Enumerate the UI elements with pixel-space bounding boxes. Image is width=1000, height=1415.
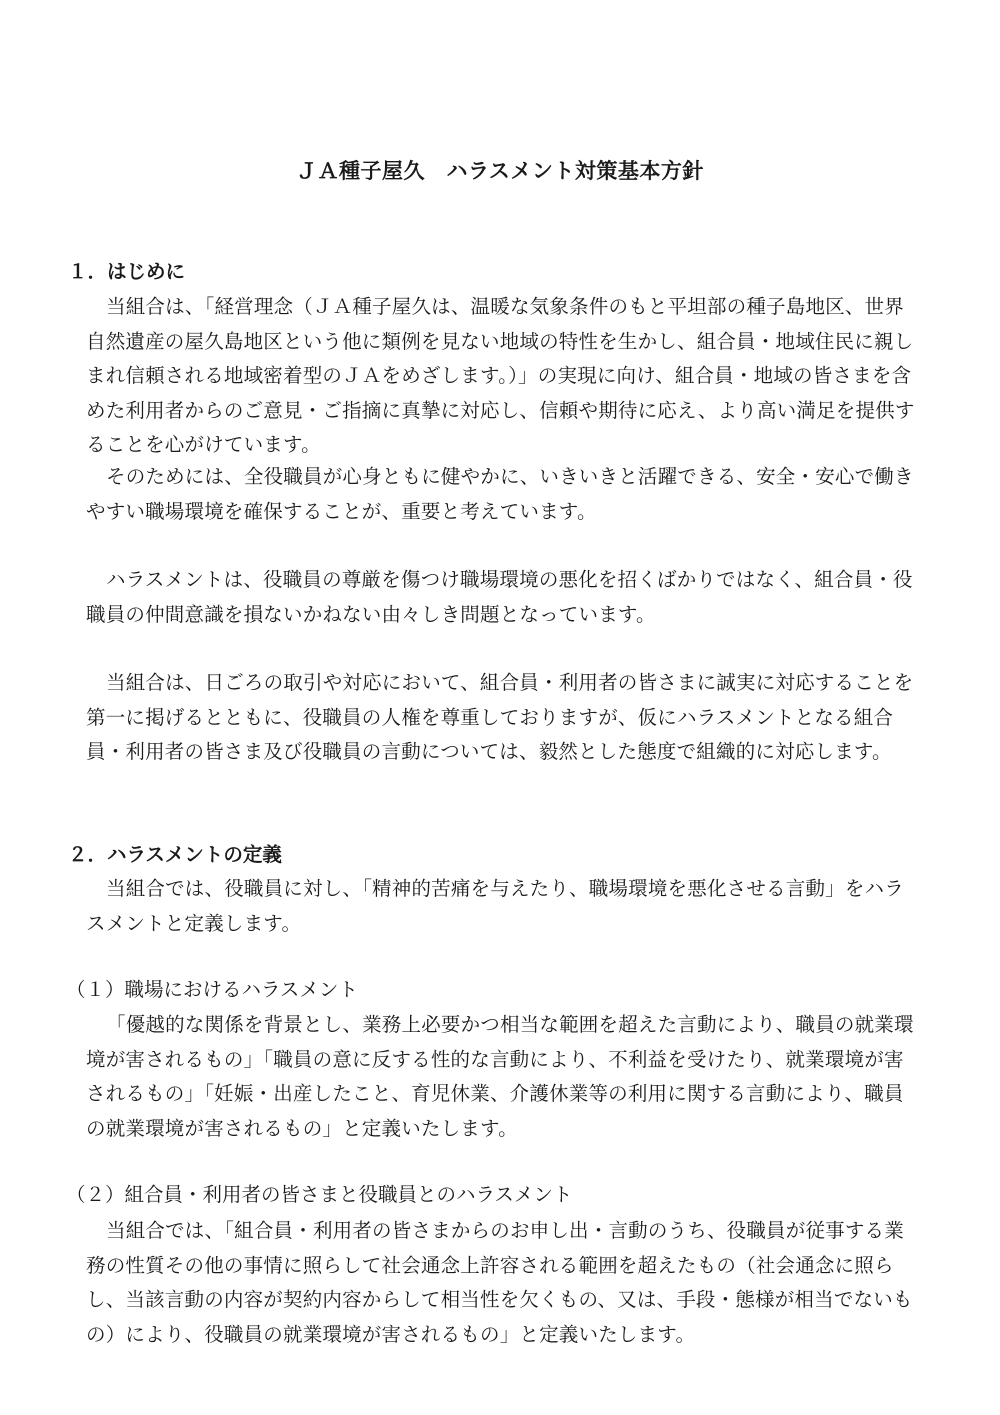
section-1-heading: １．はじめに: [68, 260, 186, 283]
document-title: ＪＡ種子屋久 ハラスメント対策基本方針: [296, 159, 704, 183]
subsection-1-text: 「優越的な関係を背景とし、業務上必要かつ相当な範囲を超えた言動により、職員の就業環境が害されるもの」「職員の意に反する性的な言動により、不利益を受けたり、就業環境が害されるもの」「妊娠・出産したこと、育児休業、介護休業等の利用に関する言動により、職員の就業環境が害されるもの」と定義いたします。: [86, 1013, 914, 1140]
subsection-2-text: 当組合では、「組合員・利用者の皆さまからのお申し出・言動のうち、役職員が従事する業務の性質その他の事情に照らして社会通念上許容される範囲を超えたもの（社会通念に照らし、当該言動の内容が契約内容からして相当性を欠くもの、又は、手段・態様が相当でないもの）により、役職員の就業環境が害されるもの」と定義いたします。: [86, 1219, 913, 1346]
section-1-paragraph-1: 当組合は、「経営理念（ＪＡ種子屋久は、温暖な気象条件のもと平坦部の種子島地区、世界自然遺産の屋久島地区という他に類例を見ない地域の特性を生かし、組合員・地域住民に親しまれ信頼される地域密着型のＪＡをめざします。）」の実現に向け、組合員・地域の皆さまを含めた利用者からのご意見・ご指摘に真摯に対応し、信頼や期待に応え、より高い満足を提供することを心がけています。: [86, 295, 915, 456]
subsection-2-heading: （２）組合員・利用者の皆さまと役職員とのハラスメント: [66, 1183, 573, 1206]
subsection-1-heading: （１）職場におけるハラスメント: [66, 978, 358, 1001]
section-1-paragraph-2: そのためには、全役職員が心身ともに健やかに、いきいきと活躍できる、安全・安心で働きやすい職場環境を確保することが、重要と考えています。: [86, 465, 914, 523]
section-2-heading: ２．ハラスメントの定義: [68, 843, 282, 866]
section-1-paragraph-3: ハラスメントは、役職員の尊厳を傷つけ職場環境の悪化を招くばかりではなく、組合員・役職員の仲間意識を損ないかねない由々しき問題となっています。: [86, 568, 913, 626]
section-2-paragraph-1: 当組合では、役職員に対し、「精神的苦痛を与えたり、職場環境を悪化させる言動」をハラスメントと定義します。: [86, 877, 904, 935]
section-1-paragraph-4: 当組合は、日ごろの取引や対応において、組合員・利用者の皆さまに誠実に対応することを第一に掲げるとともに、役職員の人権を尊重しておりますが、仮にハラスメントとなる組合員・利用者の皆さま及び役職員の言動については、毅然とした態度で組織的に対応します。: [86, 671, 914, 763]
